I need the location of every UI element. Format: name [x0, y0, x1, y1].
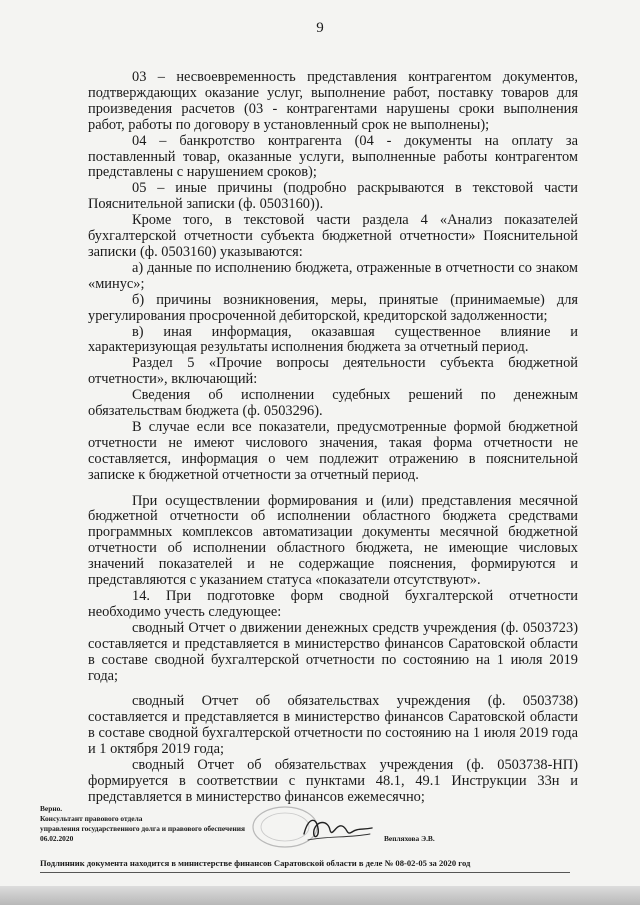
note-underline	[40, 872, 570, 873]
certification-verified: Верно.	[40, 804, 63, 813]
paragraph-report-0503723: сводный Отчет о движении денежных средств учреждения (ф. 0503723) составляется и представляется в министерство финансов Саратовской области в составе сводной бухгалтерской отчетности по состоянию на 1 июля 2019 года;	[88, 619, 578, 684]
paragraph-reason-04: 04 – банкротство контрагента (04 - документы на оплату за поставленный товар, оказанные услуги, выполненные работы контрагентом представлены с нарушением сроков);	[88, 132, 578, 181]
paragraph-automation: При осуществлении формирования и (или) представления месячной бюджетной отчетности об исполнении областного бюджета средствами программных комплексов автоматизации документы месячной бюджетной отчетности об исполнении областного бюджета, не имеющие числовых значений показателей и не содержащие пояснения, формируются и представляются с указанием статуса «показатели отсутствуют».	[88, 492, 578, 589]
certification-block	[40, 804, 280, 844]
paragraph-reason-03: 03 – несвоевременность представления контрагентом документов, подтверждающих оказание услуг, выполнение работ, поставку товаров для произведения расчетов (03 - контрагентами нарушены сроки выполнения работ, работы по договору в установленный срок не выполнены);	[88, 69, 578, 133]
document-body	[88, 70, 578, 806]
paragraph-report-0503738-np: сводный Отчет об обязательствах учреждения (ф. 0503738-НП) формируется в соответствии с пунктами 48.1, 49.1 Инструкции 33н и представляется в министерство финансов ежемесячно;	[88, 757, 578, 805]
paragraph-no-values: В случае если все показатели, предусмотренные формой бюджетной отчетности не имеют числового значения, такая форма отчетности не составляется, информация о чем подлежит отражению в пояснительной записке к бюджетной отчетности за отчетный период.	[88, 418, 578, 483]
paragraph-item-b: б) причины возникновения, меры, принятые (принимаемые) для урегулирования просроченной дебиторской, кредиторской задолженности;	[88, 291, 578, 324]
paragraph-section-4: Кроме того, в текстовой части раздела 4 «Анализ показателей бухгалтерской отчетности субъекта бюджетной отчетности» Пояснительной записки (ф. 0503160) указываются:	[88, 212, 578, 260]
signer-name: Вепляхова Э.В.	[384, 834, 435, 843]
handwritten-signature	[298, 810, 378, 846]
paragraph-item-14: 14. При подготовке форм сводной бухгалтерской отчетности необходимо учесть следующее:	[88, 588, 578, 620]
certification-date: 06.02.2020	[40, 834, 74, 843]
paragraph-report-0503738: сводный Отчет об обязательствах учреждения (ф. 0503738) составляется и представляется в министерство финансов Саратовской области в составе сводной бухгалтерской отчетности по состоянию на 1 июля 2019 года и 1 октября 2019 года;	[88, 693, 578, 758]
certification-department: управления государственного долга и правового обеспечения	[40, 824, 245, 833]
original-location-note: Подлинник документа находится в министерстве финансов Саратовской области в деле № 08-02-05 за 2020 год	[40, 858, 471, 868]
paragraph-court-decisions: Сведения об исполнении судебных решений по денежным обязательствам бюджета (ф. 0503296).	[88, 387, 578, 420]
certification-position: Консультант правового отдела	[40, 814, 143, 823]
paragraph-section-5: Раздел 5 «Прочие вопросы деятельности субъекта бюджетной отчетности», включающий:	[88, 355, 578, 388]
scan-edge	[0, 886, 640, 905]
paragraph-item-v: в) иная информация, оказавшая существенное влияние и характеризующая результаты исполнения бюджета за отчетный период.	[88, 323, 578, 356]
paragraph-reason-05: 05 – иные причины (подробно раскрываются в текстовой части Пояснительной записки (ф. 0503160)).	[88, 180, 578, 213]
paragraph-item-a: а) данные по исполнению бюджета, отраженные в отчетности со знаком «минус»;	[88, 259, 578, 292]
page-number: 9	[316, 20, 324, 36]
